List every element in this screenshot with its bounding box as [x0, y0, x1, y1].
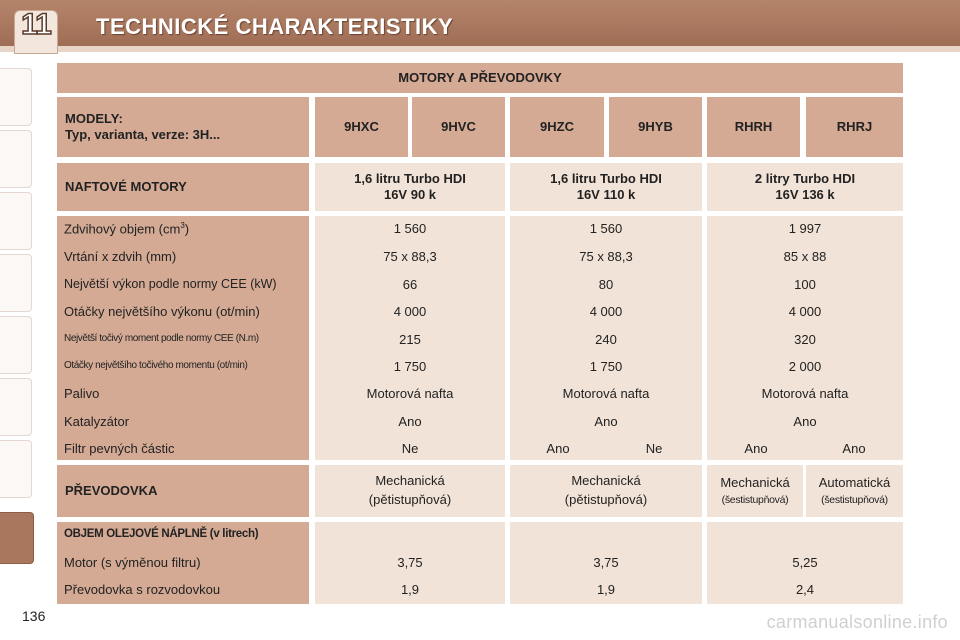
model-header: RHRH [707, 97, 800, 157]
gearbox-type: Mechanická [375, 473, 445, 489]
oil-section-title: OBJEM OLEJOVÉ NÁPLNĚ (v litrech) [64, 528, 259, 540]
spec-value: 215 [399, 332, 421, 347]
spec-label: Největší výkon podle normy CEE (kW) [64, 277, 277, 291]
spec-label: Největší točivý moment podle normy CEE (N.m) [64, 333, 259, 344]
spec-value: Ano [398, 414, 422, 429]
oil-value: 2,4 [795, 582, 815, 597]
gearbox-cell [806, 465, 903, 517]
engine-line1: 1,6 litru Turbo HDI [550, 170, 662, 186]
models-label [57, 97, 309, 157]
engine-line2: 16V 110 k [576, 187, 636, 202]
displacement-close: ) [184, 221, 190, 237]
gearbox-label: PŘEVODOVKA [57, 465, 309, 517]
side-tab[interactable] [0, 316, 32, 374]
side-tab[interactable] [0, 378, 32, 436]
side-tab-active[interactable] [0, 512, 34, 564]
spec-value: 1 750 [589, 359, 623, 374]
gearbox-speeds: (pětistupňová) [368, 492, 452, 507]
side-tab[interactable] [0, 192, 32, 250]
side-tab[interactable] [0, 130, 32, 188]
spec-label: Palivo [64, 386, 100, 401]
spec-value: 1 997 [788, 221, 822, 236]
spec-value: Ano [793, 414, 817, 429]
spec-value: Motorová nafta [366, 386, 454, 401]
spec-value: 240 [595, 332, 617, 347]
engine-line1: 1,6 litru Turbo HDI [354, 170, 466, 186]
spec-value: Ano [842, 441, 866, 456]
spec-value: 2 000 [788, 359, 822, 374]
spec-value: Motorová nafta [562, 386, 650, 401]
oil-label: Převodovka s rozvodovkou [64, 582, 221, 597]
engine-line2: 16V 90 k [383, 187, 437, 202]
models-label-line1: MODELY: [65, 110, 123, 126]
oil-value: 3,75 [593, 555, 619, 570]
spec-value: 66 [402, 277, 418, 292]
spec-value: Ano [744, 441, 768, 456]
model-header: 9HVC [412, 97, 505, 157]
spec-label: Otáčky největšího točivého momentu (ot/min) [64, 360, 248, 371]
spec-label: Vrtání x zdvih (mm) [64, 249, 177, 264]
spec-value: 1 560 [393, 221, 427, 236]
spec-value: 4 000 [589, 304, 623, 319]
models-label-line2: Typ, varianta, verze: 3H... [65, 127, 221, 142]
unit-superscript: 3 [180, 221, 185, 230]
spec-value: 75 x 88,3 [383, 249, 437, 264]
page-title: TECHNICKÉ CHARAKTERISTIKY [96, 14, 454, 39]
gearbox-cell [707, 465, 803, 517]
side-tab[interactable] [0, 68, 32, 126]
model-header: 9HYB [609, 97, 702, 157]
gearbox-type: Automatická [818, 475, 891, 491]
spec-value: 4 000 [393, 304, 427, 319]
gearbox-speeds: (šestistupňová) [721, 493, 789, 506]
spec-value: 1 560 [589, 221, 623, 236]
model-header: 9HXC [315, 97, 408, 157]
spec-value: Ne [645, 441, 663, 456]
side-tab[interactable] [0, 440, 32, 498]
oil-value: 1,9 [400, 582, 420, 597]
spec-value: 80 [598, 277, 614, 292]
gearbox-speeds: (šestistupňová) [821, 493, 888, 506]
spec-value: Ano [594, 414, 618, 429]
engines-label: NAFTOVÉ MOTORY [57, 163, 309, 211]
spec-value: Motorová nafta [761, 386, 849, 401]
table-title: MOTORY A PŘEVODOVKY [57, 63, 903, 93]
spec-label: Katalyzátor [64, 414, 130, 429]
oil-value: 1,9 [596, 582, 616, 597]
spec-label: Filtr pevných částic [64, 441, 175, 456]
engine-cell [315, 163, 505, 211]
spec-value: Ano [546, 441, 570, 456]
gearbox-speeds: (pětistupňová) [564, 492, 648, 507]
page-number: 136 [22, 608, 46, 624]
engine-line1: 2 litry Turbo HDI [754, 170, 856, 186]
gearbox-cell [315, 465, 505, 517]
engine-line2: 16V 136 k [775, 187, 835, 202]
spec-value: 75 x 88,3 [579, 249, 633, 264]
spec-value: 1 750 [393, 359, 427, 374]
oil-label: Motor (s výměnou filtru) [64, 555, 201, 570]
spec-value: 85 x 88 [783, 249, 827, 264]
model-header: 9HZC [510, 97, 604, 157]
spec-value: Ne [401, 441, 419, 456]
model-header: RHRJ [806, 97, 903, 157]
spec-label [64, 221, 189, 236]
side-tab[interactable] [0, 254, 32, 312]
gearbox-cell [510, 465, 702, 517]
displacement-label: Zdvihový objem (cm [64, 221, 181, 237]
oil-value: 5,25 [792, 555, 818, 570]
gearbox-type: Mechanická [571, 473, 641, 489]
engine-cell [510, 163, 702, 211]
gearbox-type: Mechanická [720, 475, 790, 491]
spec-label: Otáčky největšího výkonu (ot/min) [64, 304, 260, 319]
spec-value: 320 [794, 332, 816, 347]
chapter-number: 11 [21, 8, 51, 41]
spec-value: 100 [794, 277, 816, 292]
spec-value: 4 000 [788, 304, 822, 319]
oil-value: 3,75 [397, 555, 423, 570]
engine-cell [707, 163, 903, 211]
watermark: carmanualsonline.info [766, 612, 948, 632]
